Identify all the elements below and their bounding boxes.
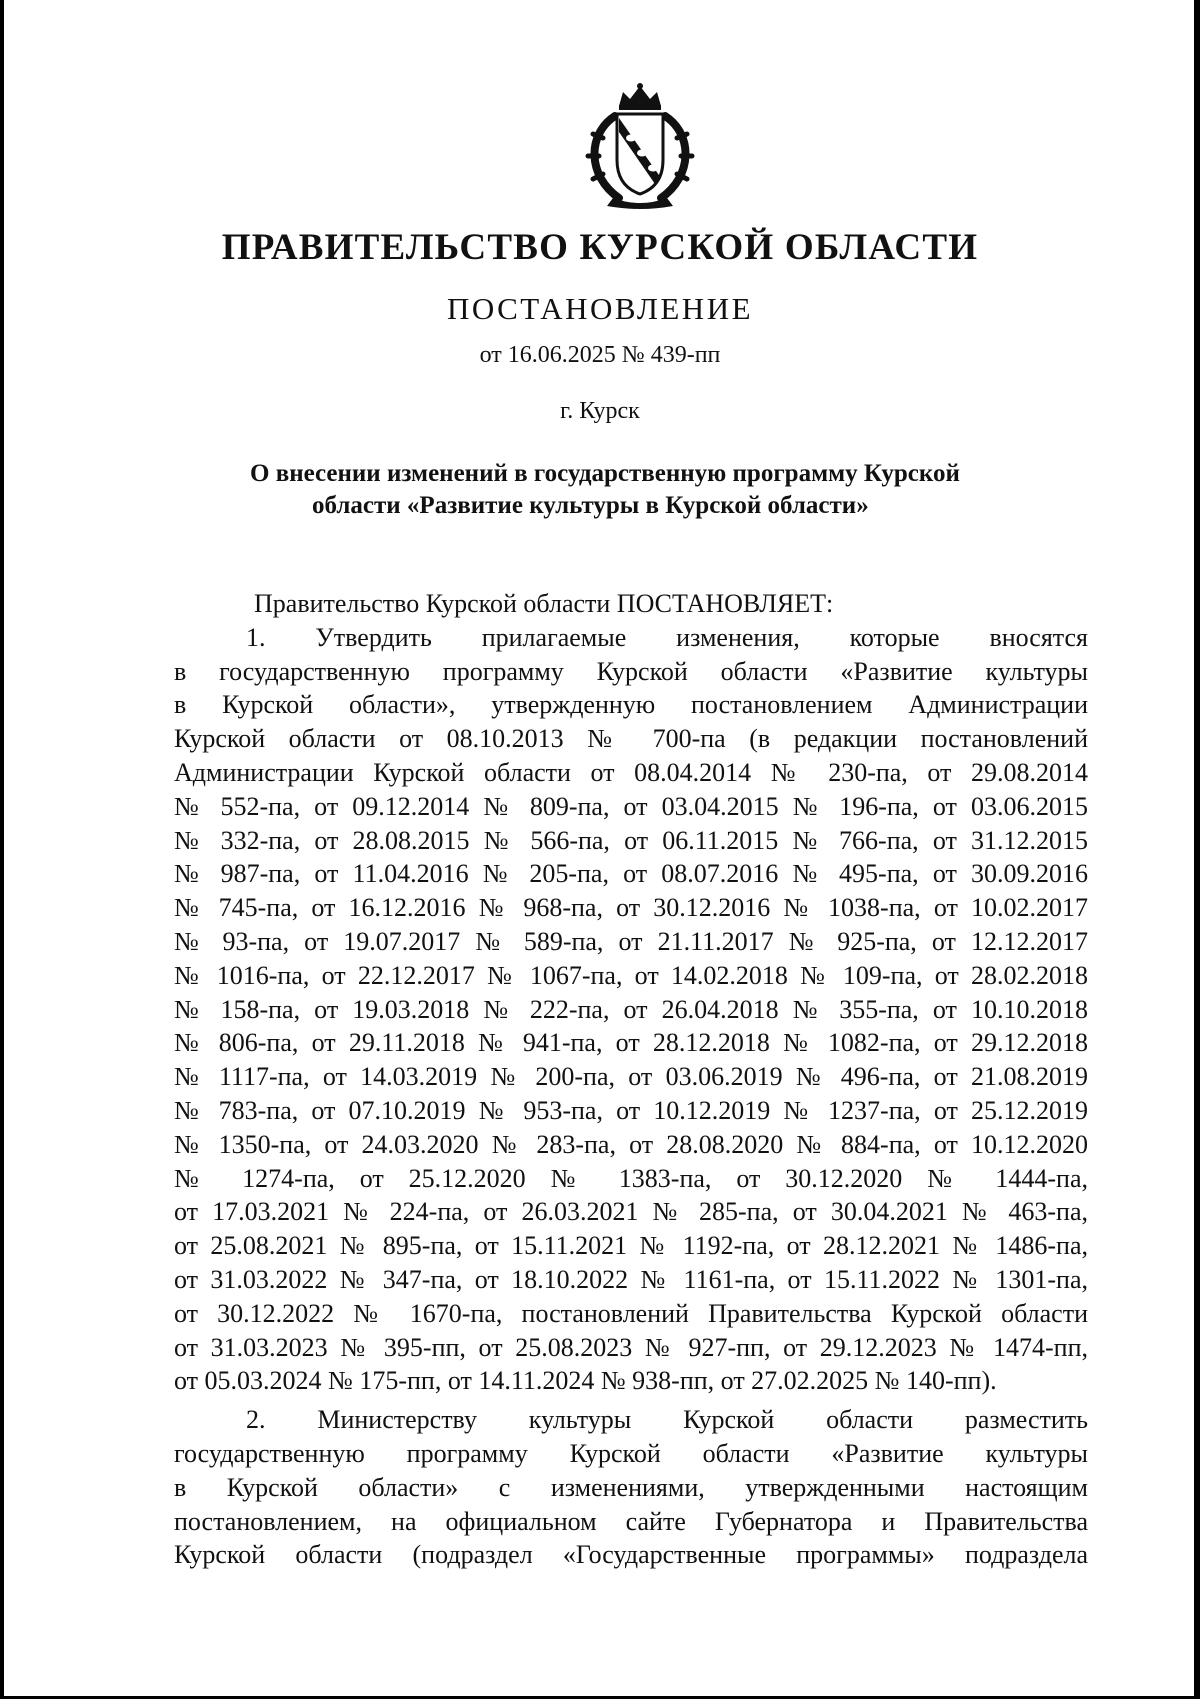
paragraph-2-line: Курской области (подраздел «Государственные программы» подраздела xyxy=(174,1540,1088,1570)
paragraph-1-line: от 05.03.2024 № 175-пп, от 14.11.2024 № 938-пп, от 27.02.2025 № 140-пп). xyxy=(174,1366,997,1396)
document-type: ПОСТАНОВЛЕНИЕ xyxy=(446,291,754,326)
paragraph-1-line: в Курской области», утвержденную постановлением Администрации xyxy=(174,690,1088,720)
paragraph-1-line: № 332-па, от 28.08.2015 № 566-па, от 06.11.2015 № 766-па, от 31.12.2015 xyxy=(174,825,1088,855)
paragraph-1-line: № 806-па, от 29.11.2018 № 941-па, от 28.12.2018 № 1082-па, от 29.12.2018 xyxy=(174,1028,1088,1058)
title-line: О внесении изменений в государственную программу Курской xyxy=(250,460,960,487)
paragraph-1-line: № 1274-па, от 25.12.2020 № 1383-па, от 30.12.2020 № 1444-па, xyxy=(174,1163,1088,1193)
paragraph-1-line: от 31.03.2023 № 395-пп, от 25.08.2023 № 927-пп, от 29.12.2023 № 1474-пп, xyxy=(174,1332,1088,1362)
paragraph-2-line: государственную программу Курской области «Развитие культуры xyxy=(174,1438,1088,1468)
paragraph-1-line: 1. Утвердить прилагаемые изменения, которые вносятся xyxy=(246,622,1088,652)
paragraph-1-line: от 30.12.2022 № 1670-па, постановлений Правительства Курской области xyxy=(174,1298,1088,1328)
paragraph-1-line: № 1016-па, от 22.12.2017 № 1067-па, от 14.02.2018 № 109-па, от 28.02.2018 xyxy=(174,960,1088,990)
paragraph-2-line: 2. Министерству культуры Курской области разместить xyxy=(246,1405,1088,1435)
paragraph-1-line: № 552-па, от 09.12.2014 № 809-па, от 03.04.2015 № 196-па, от 03.06.2015 xyxy=(174,791,1088,821)
paragraph-1-line: № 1350-па, от 24.03.2020 № 283-па, от 28.08.2020 № 884-па, от 10.12.2020 xyxy=(174,1129,1088,1159)
kursk-coat-of-arms-icon xyxy=(575,82,705,210)
paragraph-1-line: № 158-па, от 19.03.2018 № 222-па, от 26.04.2018 № 355-па, от 10.10.2018 xyxy=(174,994,1088,1024)
paragraph-2-line: в Курской области» с изменениями, утвержденными настоящим xyxy=(174,1472,1088,1502)
document-body xyxy=(174,587,1088,1572)
paragraph-1-line: № 1117-па, от 14.03.2019 № 200-па, от 03.06.2019 № 496-па, от 21.08.2019 xyxy=(174,1062,1088,1092)
paragraph-1-line: № 93-па, от 19.07.2017 № 589-па, от 21.11.2017 № 925-па, от 12.12.2017 xyxy=(174,926,1088,956)
paragraph-1-line: от 17.03.2021 № 224-па, от 26.03.2021 № 285-па, от 30.04.2021 № 463-па, xyxy=(174,1197,1088,1227)
document-city: г. Курск xyxy=(560,398,640,424)
authority-name: ПРАВИТЕЛЬСТВО КУРСКОЙ ОБЛАСТИ xyxy=(221,227,979,268)
title-line: области «Развитие культуры в Курской области» xyxy=(312,492,869,519)
document-number: от 16.06.2025 № 439-пп xyxy=(479,342,721,368)
paragraph-1-line: Курской области от 08.10.2013 № 700-па (в редакции постановлений xyxy=(174,724,1088,754)
paragraph-1-line: № 783-па, от 07.10.2019 № 953-па, от 10.12.2019 № 1237-па, от 25.12.2019 xyxy=(174,1095,1088,1125)
document-title xyxy=(250,458,1110,522)
paragraph-1-line: от 25.08.2021 № 895-па, от 15.11.2021 № 1192-па, от 28.12.2021 № 1486-па, xyxy=(174,1231,1088,1261)
paragraph-2-line: постановлением, на официальном сайте Губернатора и Правительства xyxy=(174,1506,1088,1536)
paragraph-1-line: Администрации Курской области от 08.04.2014 № 230-па, от 29.08.2014 xyxy=(174,757,1088,787)
paragraph-1-line: № 987-па, от 11.04.2016 № 205-па, от 08.07.2016 № 495-па, от 30.09.2016 xyxy=(174,859,1088,889)
paragraph-1-line: в государственную программу Курской области «Развитие культуры xyxy=(174,656,1088,686)
paragraph-1-line: № 745-па, от 16.12.2016 № 968-па, от 30.12.2016 № 1038-па, от 10.02.2017 xyxy=(174,893,1088,923)
paragraph-1-line: от 31.03.2022 № 347-па, от 18.10.2022 № 1161-па, от 15.11.2022 № 1301-па, xyxy=(174,1264,1088,1294)
intro-line: Правительство Курской области ПОСТАНОВЛЯЕТ: xyxy=(254,589,834,618)
